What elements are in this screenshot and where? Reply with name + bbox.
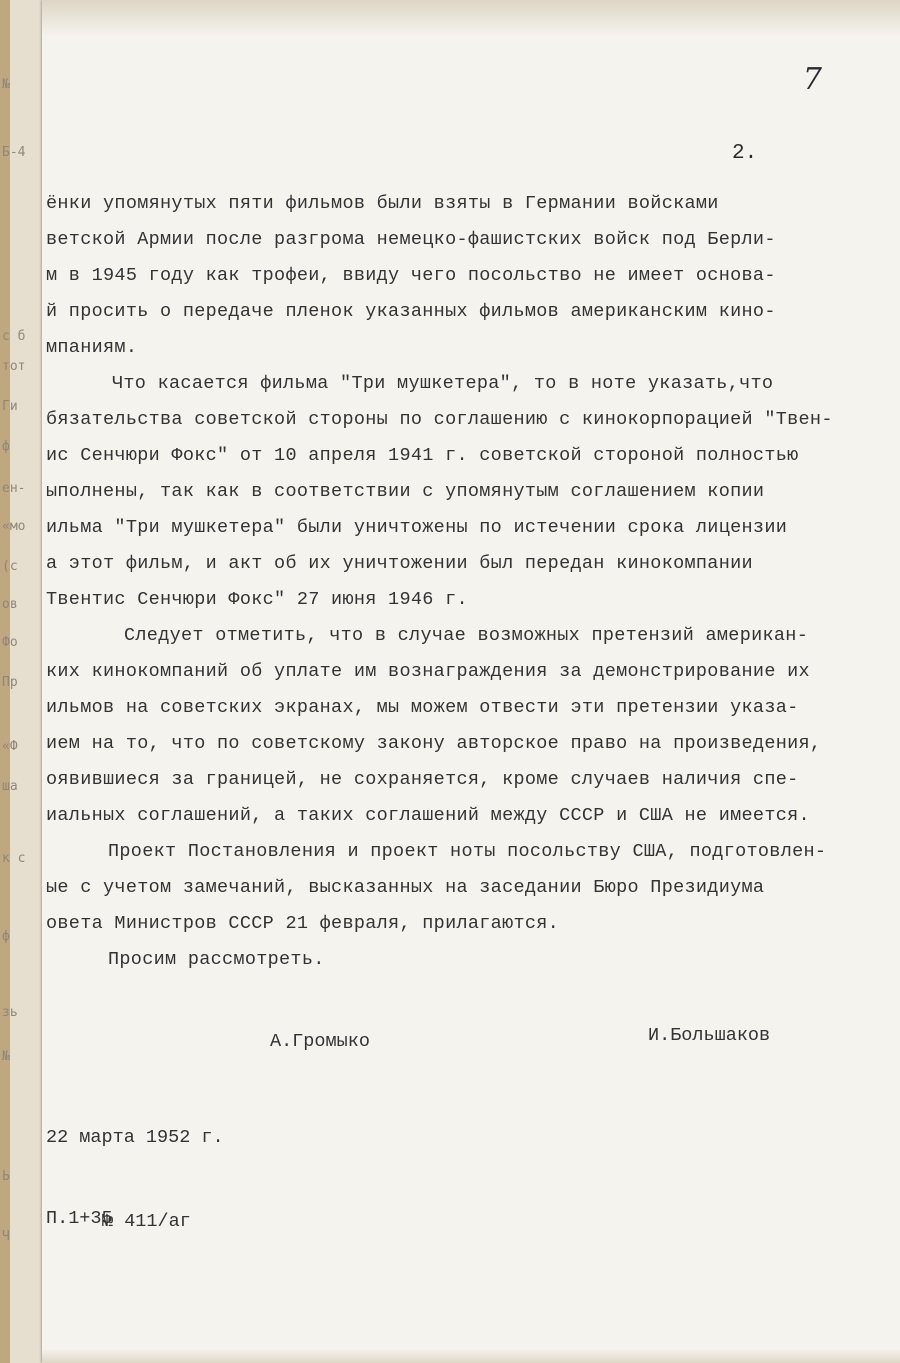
text-line: Следует отметить, что в случае возможных претензий американ- [124,625,809,646]
page-top-shadow [42,0,900,36]
text-line: ветской Армии после разгрома немецко-фашистских войск под Берли- [46,229,776,250]
margin-fragment: Фо [2,635,18,650]
margin-fragment: «Ф [2,739,18,754]
margin-fragment: Ги [2,399,18,414]
text-line: ильма "Три мушкетера" были уничтожены по истечении срока лицензии [46,517,788,538]
text-line: иальных соглашений, а таких соглашений между СССР и США не имеется. [46,805,810,826]
date-reference-block [46,1068,224,1292]
page-number: 2. [732,142,758,165]
margin-fragment: зь [2,1005,18,1020]
margin-fragment: «мо [2,519,26,534]
text-line: ые с учетом замечаний, высказанных на заседании Бюро Президиума [46,877,765,898]
margin-fragment: с б [2,329,26,344]
margin-fragment: Ч [2,1229,10,1244]
text-line: м в 1945 году как трофеи, ввиду чего посольство не имеет основа- [46,265,776,286]
margin-fragment: ен- [2,481,26,496]
text-line: бязательства советской стороны по соглашению с кинокорпорацией "Твен- [46,409,833,430]
margin-fragment: ф [2,929,10,944]
letter-body [46,186,866,978]
text-line: оявившиеся за границей, не сохраняется, кроме случаев наличия спе- [46,769,799,790]
margin-fragment: ша [2,779,18,794]
text-line: Просим рассмотреть. [108,949,325,970]
margin-fragment: Ь [2,1169,10,1184]
text-line: Проект Постановления и проект ноты посольству США, подготовлен- [108,841,827,862]
margin-fragment: ов [2,597,18,612]
footer-code: П.1+35 [46,1208,113,1229]
document-page [42,0,900,1363]
reference-number: № 411/аг [102,1211,191,1232]
page-bottom-shadow [42,1349,900,1363]
text-line: овета Министров СССР 21 февраля, прилагаются. [46,913,560,934]
text-line: ием на то, что по советскому закону авторское право на произведения, [46,733,822,754]
margin-fragment: (с [2,559,18,574]
margin-fragment: Пр [2,675,18,690]
margin-fragment: ф [2,439,10,454]
signatures-block [42,1025,900,1055]
signer-right: И.Большаков [648,1025,771,1046]
archive-mark: 7 [802,62,822,97]
margin-fragment: Б-4 [2,145,26,160]
document-date: 22 марта 1952 г. [46,1127,224,1148]
margin-fragment: к с [2,851,26,866]
margin-fragment: тот [2,359,26,374]
text-line: Что касается фильма "Три мушкетера", то в ноте указать,что [112,373,774,394]
margin-fragment: № [2,77,10,92]
text-line: Твентис Сенчюри Фокс" 27 июня 1946 г. [46,589,468,610]
text-line: ильмов на советских экранах, мы можем отвести эти претензии указа- [46,697,799,718]
text-line: ыполнены, так как в соответствии с упомянутым соглашением копии [46,481,765,502]
text-line: мпаниям. [46,337,138,358]
text-line: ис Сенчюри Фокс" от 10 апреля 1941 г. советской стороной полностью [46,445,799,466]
text-line: й просить о передаче пленок указанных фильмов американским кино- [46,301,776,322]
signer-left: А.Громыко [270,1031,370,1052]
text-line: ёнки упомянутых пяти фильмов были взяты в Германии войсками [46,193,719,214]
text-line: а этот фильм, и акт об их уничтожении был передан кинокомпании [46,553,753,574]
margin-fragment: № [2,1049,10,1064]
text-line: ких кинокомпаний об уплате им вознаграждения за демонстрирование их [46,661,810,682]
